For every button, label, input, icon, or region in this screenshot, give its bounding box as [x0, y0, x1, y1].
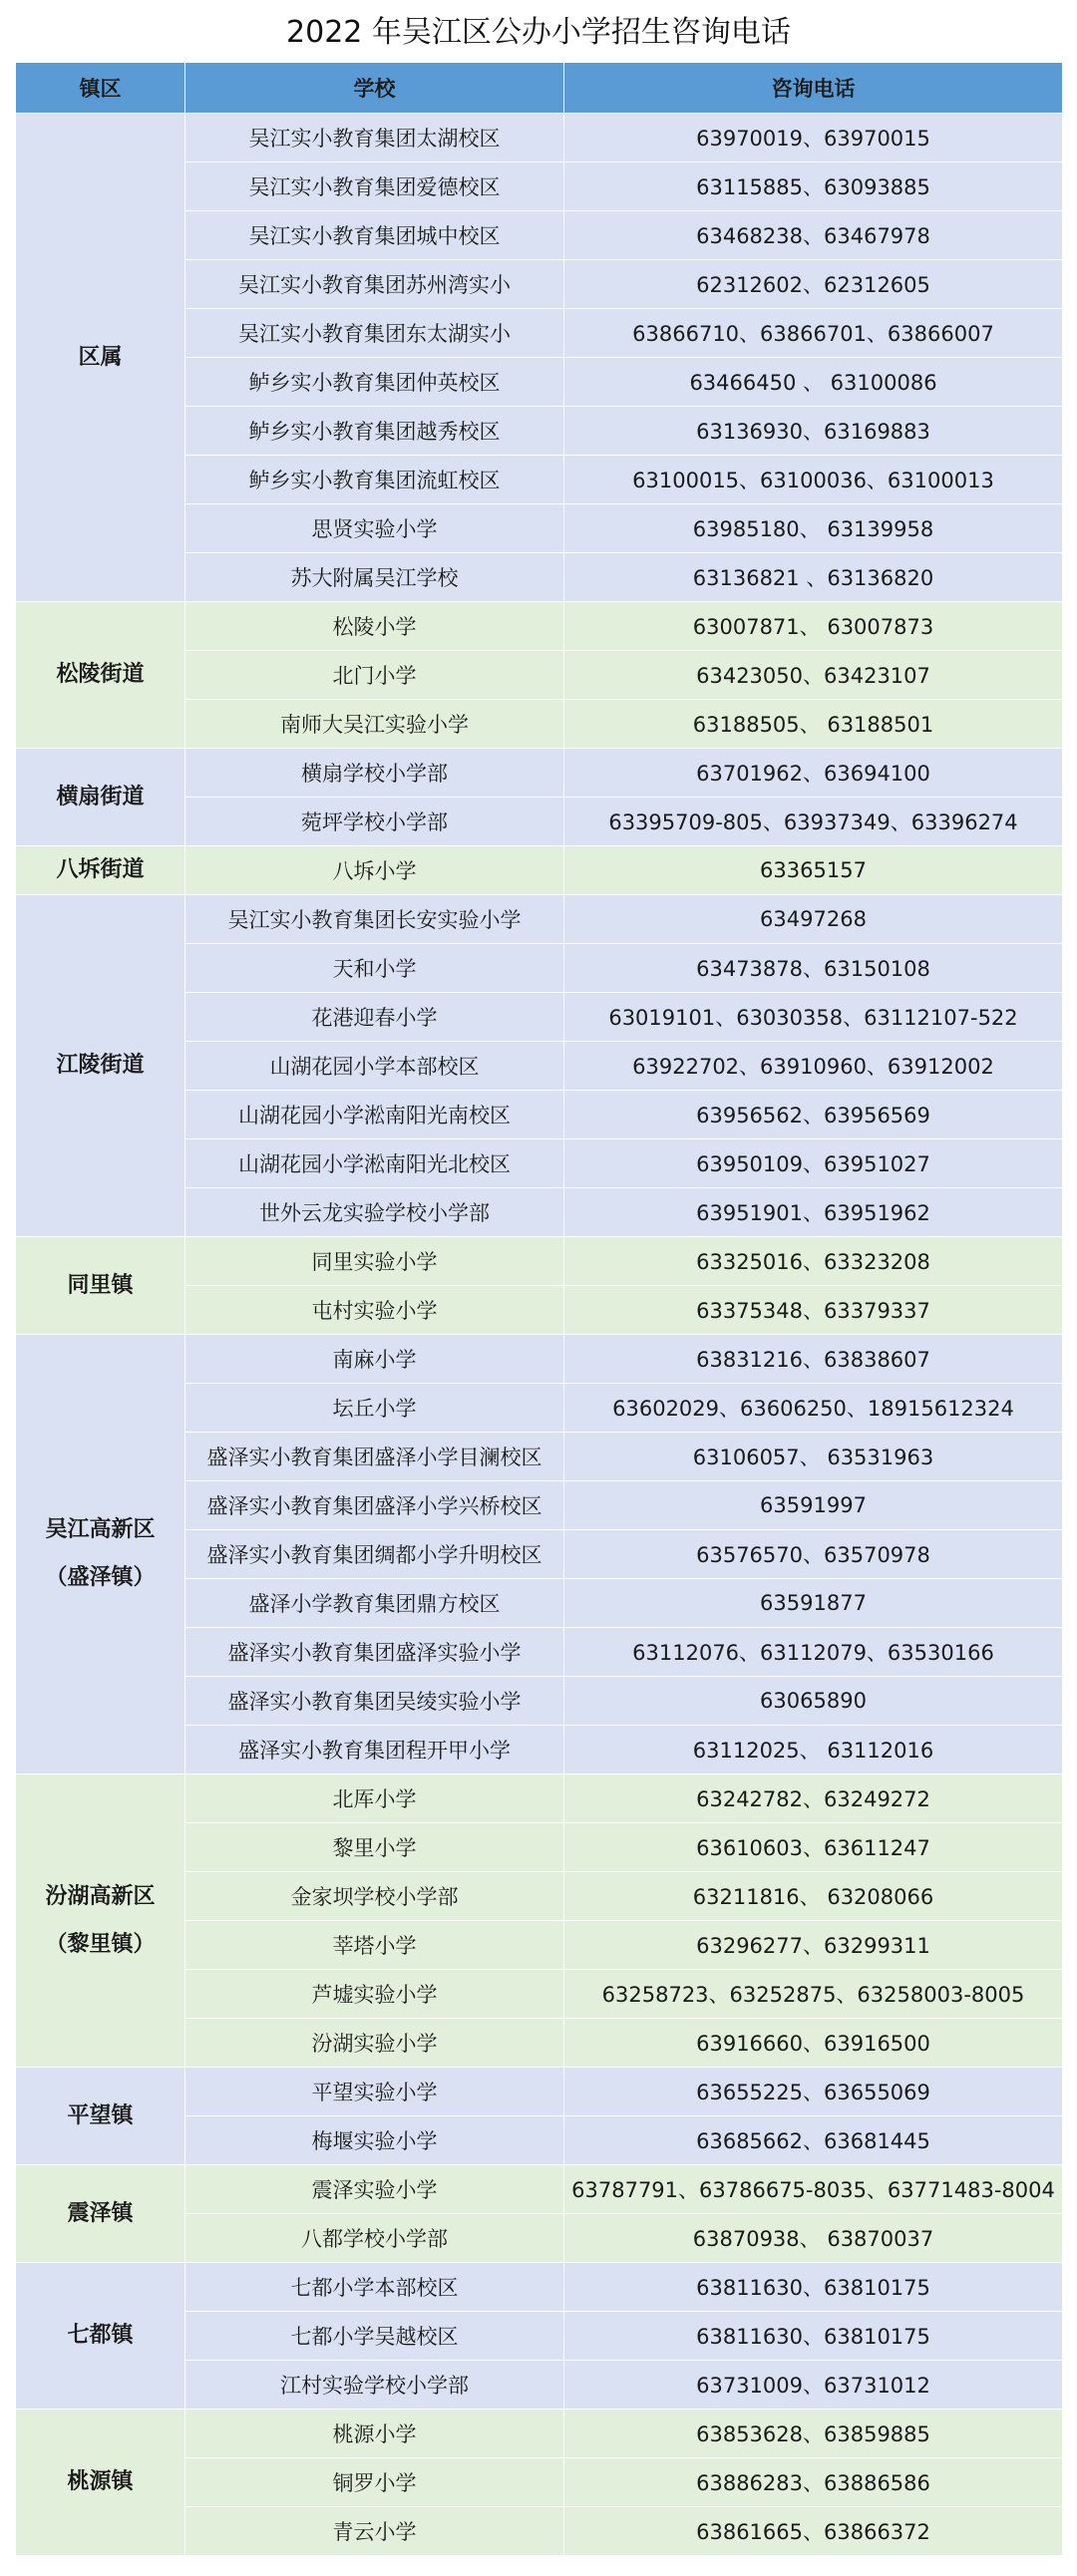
table-row — [16, 1335, 1063, 1384]
phone-cell: 63106057、 63531963 — [564, 1433, 1063, 1481]
school-name-cell: 吴江实小教育集团长安实验小学 — [185, 895, 564, 944]
phone-cell: 63811630、63810175 — [564, 2263, 1063, 2312]
school-name-cell: 盛泽实小教育集团绸都小学升明校区 — [185, 1530, 564, 1579]
school-name-cell: 盛泽实小教育集团盛泽小学兴桥校区 — [185, 1481, 564, 1530]
phone-cell: 63985180、 63139958 — [564, 504, 1063, 553]
phone-cell: 63951901、63951962 — [564, 1188, 1063, 1237]
phone-cell: 63610603、63611247 — [564, 1823, 1063, 1872]
phone-cell: 63916660、63916500 — [564, 2019, 1063, 2068]
district-cell: 七都镇 — [16, 2263, 185, 2410]
header-district: 镇区 — [16, 63, 185, 114]
phone-cell: 63375348、63379337 — [564, 1286, 1063, 1335]
phone-cell: 63112076、63112079、63530166 — [564, 1628, 1063, 1677]
phone-cell: 63211816、 63208066 — [564, 1872, 1063, 1921]
district-cell: 汾湖高新区 （黎里镇） — [16, 1774, 185, 2068]
school-name-cell: 天和小学 — [185, 944, 564, 993]
school-name-cell: 黎里小学 — [185, 1823, 564, 1872]
school-name-cell: 盛泽实小教育集团盛泽实验小学 — [185, 1628, 564, 1677]
school-name-cell: 江村实验学校小学部 — [185, 2361, 564, 2410]
school-name-cell: 屯村实验小学 — [185, 1286, 564, 1335]
phone-cell: 63188505、 63188501 — [564, 700, 1063, 749]
district-cell: 江陵街道 — [16, 895, 185, 1237]
phone-cell: 63922702、63910960、63912002 — [564, 1042, 1063, 1091]
phone-cell: 63136930、63169883 — [564, 407, 1063, 456]
district-cell: 吴江高新区 （盛泽镇） — [16, 1335, 185, 1774]
phone-cell: 63065890 — [564, 1677, 1063, 1726]
phone-cell: 63886283、63886586 — [564, 2458, 1063, 2507]
district-cell: 平望镇 — [16, 2068, 185, 2165]
district-cell: 松陵街道 — [16, 602, 185, 749]
phone-cell: 63423050、63423107 — [564, 651, 1063, 700]
table-row — [16, 602, 1063, 651]
phone-cell: 63325016、63323208 — [564, 1237, 1063, 1286]
phone-cell: 63136821 、63136820 — [564, 553, 1063, 602]
header-school: 学校 — [185, 63, 564, 114]
phone-cell: 63970019、63970015 — [564, 114, 1063, 162]
school-name-cell: 鲈乡实小教育集团流虹校区 — [185, 456, 564, 504]
table-row — [16, 1237, 1063, 1286]
page-title: 2022 年吴江区公办小学招生咨询电话 — [286, 15, 791, 50]
phone-cell: 62312602、62312605 — [564, 260, 1063, 309]
phone-cell: 63956562、63956569 — [564, 1091, 1063, 1139]
phone-cell: 63473878、63150108 — [564, 944, 1063, 993]
phone-cell: 63831216、63838607 — [564, 1335, 1063, 1384]
school-name-cell: 平望实验小学 — [185, 2068, 564, 2116]
phone-cell: 63365157 — [564, 846, 1063, 895]
table-row — [16, 749, 1063, 798]
school-name-cell: 莘塔小学 — [185, 1921, 564, 1970]
school-name-cell: 八都学校小学部 — [185, 2214, 564, 2263]
phone-cell: 63701962、63694100 — [564, 749, 1063, 798]
school-name-cell: 铜罗小学 — [185, 2458, 564, 2507]
school-name-cell: 桃源小学 — [185, 2410, 564, 2458]
table-row — [16, 2165, 1063, 2214]
school-name-cell: 世外云龙实验学校小学部 — [185, 1188, 564, 1237]
phone-cell: 63497268 — [564, 895, 1063, 944]
phone-cell: 63591997 — [564, 1481, 1063, 1530]
table-row — [16, 114, 1063, 162]
phone-cell: 63007871、 63007873 — [564, 602, 1063, 651]
phone-cell: 63870938、 63870037 — [564, 2214, 1063, 2263]
district-cell: 区属 — [16, 114, 185, 602]
school-name-cell: 吴江实小教育集团苏州湾实小 — [185, 260, 564, 309]
school-name-cell: 鲈乡实小教育集团越秀校区 — [185, 407, 564, 456]
school-name-cell: 思贤实验小学 — [185, 504, 564, 553]
table-row — [16, 1774, 1063, 1823]
phone-cell: 63950109、63951027 — [564, 1139, 1063, 1188]
phone-cell: 63112025、 63112016 — [564, 1726, 1063, 1774]
phone-cell: 63685662、63681445 — [564, 2116, 1063, 2165]
phone-cell: 63866710、63866701、63866007 — [564, 309, 1063, 358]
enrollment-phone-table — [15, 62, 1063, 2556]
phone-cell: 63591877 — [564, 1579, 1063, 1628]
school-name-cell: 吴江实小教育集团太湖校区 — [185, 114, 564, 162]
table-row — [16, 895, 1063, 944]
school-name-cell: 梅堰实验小学 — [185, 2116, 564, 2165]
school-name-cell: 北门小学 — [185, 651, 564, 700]
school-name-cell: 南师大吴江实验小学 — [185, 700, 564, 749]
school-name-cell: 山湖花园小学本部校区 — [185, 1042, 564, 1091]
school-name-cell: 北厍小学 — [185, 1774, 564, 1823]
school-name-cell: 坛丘小学 — [185, 1384, 564, 1433]
school-name-cell: 横扇学校小学部 — [185, 749, 564, 798]
district-cell: 八坼街道 — [16, 846, 185, 895]
school-name-cell: 南麻小学 — [185, 1335, 564, 1384]
phone-cell: 63576570、63570978 — [564, 1530, 1063, 1579]
school-name-cell: 八坼小学 — [185, 846, 564, 895]
table-row — [16, 2263, 1063, 2312]
district-cell: 桃源镇 — [16, 2410, 185, 2556]
phone-cell: 63787791、63786675-8035、63771483-8004 — [564, 2165, 1063, 2214]
school-name-cell: 山湖花园小学淞南阳光北校区 — [185, 1139, 564, 1188]
school-name-cell: 菀坪学校小学部 — [185, 798, 564, 846]
school-name-cell: 吴江实小教育集团城中校区 — [185, 211, 564, 260]
school-name-cell: 七都小学吴越校区 — [185, 2312, 564, 2361]
table-row — [16, 846, 1063, 895]
school-name-cell: 松陵小学 — [185, 602, 564, 651]
school-name-cell: 同里实验小学 — [185, 1237, 564, 1286]
phone-cell: 63811630、63810175 — [564, 2312, 1063, 2361]
school-name-cell: 山湖花园小学淞南阳光南校区 — [185, 1091, 564, 1139]
phone-cell: 63242782、63249272 — [564, 1774, 1063, 1823]
table-body — [16, 114, 1063, 2556]
phone-cell: 63258723、63252875、63258003-8005 — [564, 1970, 1063, 2019]
phone-cell: 63655225、63655069 — [564, 2068, 1063, 2116]
phone-cell: 63395709-805、63937349、63396274 — [564, 798, 1063, 846]
table-row — [16, 2410, 1063, 2458]
school-name-cell: 盛泽实小教育集团吴绫实验小学 — [185, 1677, 564, 1726]
school-name-cell: 吴江实小教育集团东太湖实小 — [185, 309, 564, 358]
phone-cell: 63468238、63467978 — [564, 211, 1063, 260]
school-name-cell: 芦墟实验小学 — [185, 1970, 564, 2019]
school-name-cell: 七都小学本部校区 — [185, 2263, 564, 2312]
school-name-cell: 盛泽实小教育集团程开甲小学 — [185, 1726, 564, 1774]
school-name-cell: 吴江实小教育集团爱德校区 — [185, 162, 564, 211]
school-name-cell: 金家坝学校小学部 — [185, 1872, 564, 1921]
phone-cell: 63115885、63093885 — [564, 162, 1063, 211]
school-name-cell: 汾湖实验小学 — [185, 2019, 564, 2068]
district-cell: 震泽镇 — [16, 2165, 185, 2263]
school-name-cell: 苏大附属吴江学校 — [185, 553, 564, 602]
district-cell: 同里镇 — [16, 1237, 185, 1335]
phone-cell: 63100015、63100036、63100013 — [564, 456, 1063, 504]
school-name-cell: 鲈乡实小教育集团仲英校区 — [185, 358, 564, 407]
phone-cell: 63019101、63030358、63112107-522 — [564, 993, 1063, 1042]
phone-cell: 63602029、63606250、18915612324 — [564, 1384, 1063, 1433]
phone-cell: 63853628、63859885 — [564, 2410, 1063, 2458]
school-name-cell: 花港迎春小学 — [185, 993, 564, 1042]
header-phone: 咨询电话 — [564, 63, 1063, 114]
phone-cell: 63466450 、 63100086 — [564, 358, 1063, 407]
table-row — [16, 2068, 1063, 2116]
district-cell: 横扇街道 — [16, 749, 185, 846]
table-header-row — [16, 63, 1063, 114]
school-name-cell: 震泽实验小学 — [185, 2165, 564, 2214]
school-name-cell: 盛泽小学教育集团鼎方校区 — [185, 1579, 564, 1628]
school-name-cell: 盛泽实小教育集团盛泽小学目澜校区 — [185, 1433, 564, 1481]
school-name-cell: 青云小学 — [185, 2507, 564, 2556]
phone-cell: 63731009、63731012 — [564, 2361, 1063, 2410]
phone-cell: 63861665、63866372 — [564, 2507, 1063, 2556]
phone-cell: 63296277、63299311 — [564, 1921, 1063, 1970]
